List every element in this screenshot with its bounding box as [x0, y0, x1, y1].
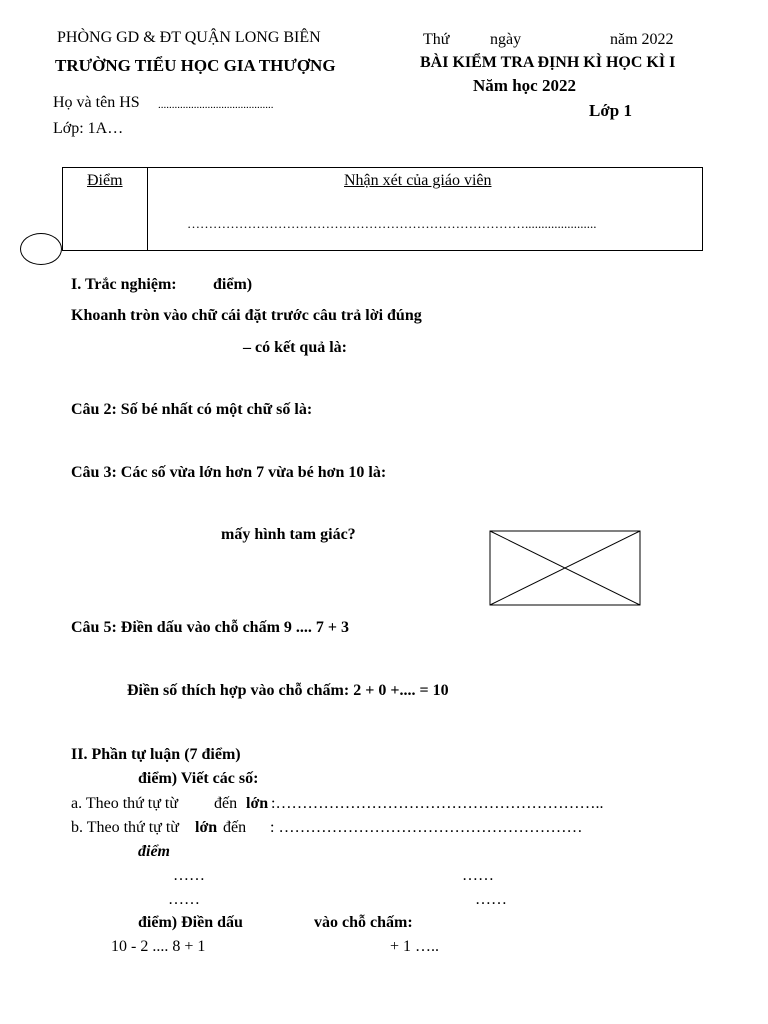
date-year: năm 2022	[610, 31, 674, 48]
part2-q2-row1-left[interactable]: ……	[173, 867, 205, 884]
department-name: PHÒNG GD & ĐT QUẬN LONG BIÊN	[57, 29, 321, 46]
part2-q2-row2-right[interactable]: ……	[475, 891, 507, 908]
part2-q3-title: điểm) Điền dấu	[138, 914, 243, 931]
student-name-label: Họ và tên HS	[53, 94, 140, 111]
date-ngay: ngày	[490, 31, 522, 48]
question-1: – có kết quả là:	[243, 339, 347, 356]
part2-q3-left: 10 - 2 .... 8 + 1	[111, 938, 206, 955]
part2-q2-row1-right[interactable]: ……	[462, 867, 494, 884]
part2-q1b-bold: lớn	[195, 819, 218, 836]
part2-q1-title: điểm) Viết các số:	[138, 770, 259, 787]
question-4: mấy hình tam giác?	[221, 526, 356, 543]
part2-q2-title: điểm	[138, 843, 170, 860]
part2-q1b-field[interactable]: : …………………………………………………	[270, 819, 583, 836]
score-table	[62, 167, 703, 251]
student-name-field[interactable]: ..........................................	[158, 99, 274, 111]
part2-q1a-field[interactable]: :……………………………………………………..	[271, 795, 604, 812]
part2-q1a-prefix: a. Theo thứ tự từ	[71, 795, 179, 812]
school-name: TRƯỜNG TIỂU HỌC GIA THƯỢNG	[55, 56, 336, 75]
part2-q1a-mid: đến	[214, 795, 238, 812]
question-3: Câu 3: Các số vừa lớn hơn 7 vừa bé hơn 10 là:	[71, 464, 387, 481]
date-thu: Thứ	[423, 31, 450, 48]
part2-q1b-mid: đến	[223, 819, 247, 836]
score-circle	[20, 233, 62, 265]
comment-header: Nhận xét của giáo viên	[344, 172, 492, 189]
question-6: Điền số thích hợp vào chỗ chấm: 2 + 0 +.... = 10	[127, 682, 449, 699]
part1-points: điểm)	[213, 276, 253, 293]
part1-title: I. Trắc nghiệm:	[71, 276, 177, 293]
table-divider	[147, 168, 148, 250]
part2-q3-right: + 1 …..	[390, 938, 440, 955]
question-2: Câu 2: Số bé nhất có một chữ số là:	[71, 401, 313, 418]
part2-q1b-prefix: b. Theo thứ tự từ	[71, 819, 179, 836]
part2-q2-row2-left[interactable]: ……	[168, 891, 200, 908]
grade-label: Lớp 1	[589, 101, 632, 120]
part2-title: II. Phần tự luận (7 điểm)	[71, 746, 241, 763]
triangle-figure	[489, 530, 642, 607]
comment-field[interactable]: ……………………………………………………………………......................	[187, 216, 597, 231]
question-5: Câu 5: Điền dấu vào chỗ chấm 9 .... 7 + 3	[71, 619, 350, 636]
student-class: Lớp: 1A…	[53, 120, 124, 137]
school-year: Năm học 2022	[473, 76, 576, 95]
exam-title: BÀI KIỂM TRA ĐỊNH KÌ HỌC KÌ I	[420, 54, 676, 71]
score-header: Điểm	[87, 172, 123, 189]
part1-instruction: Khoanh tròn vào chữ cái đặt trước câu trả lời đúng	[71, 307, 422, 324]
part2-q1a-bold: lớn	[246, 795, 269, 812]
part2-q3-title-b: vào chỗ chấm:	[314, 914, 413, 931]
